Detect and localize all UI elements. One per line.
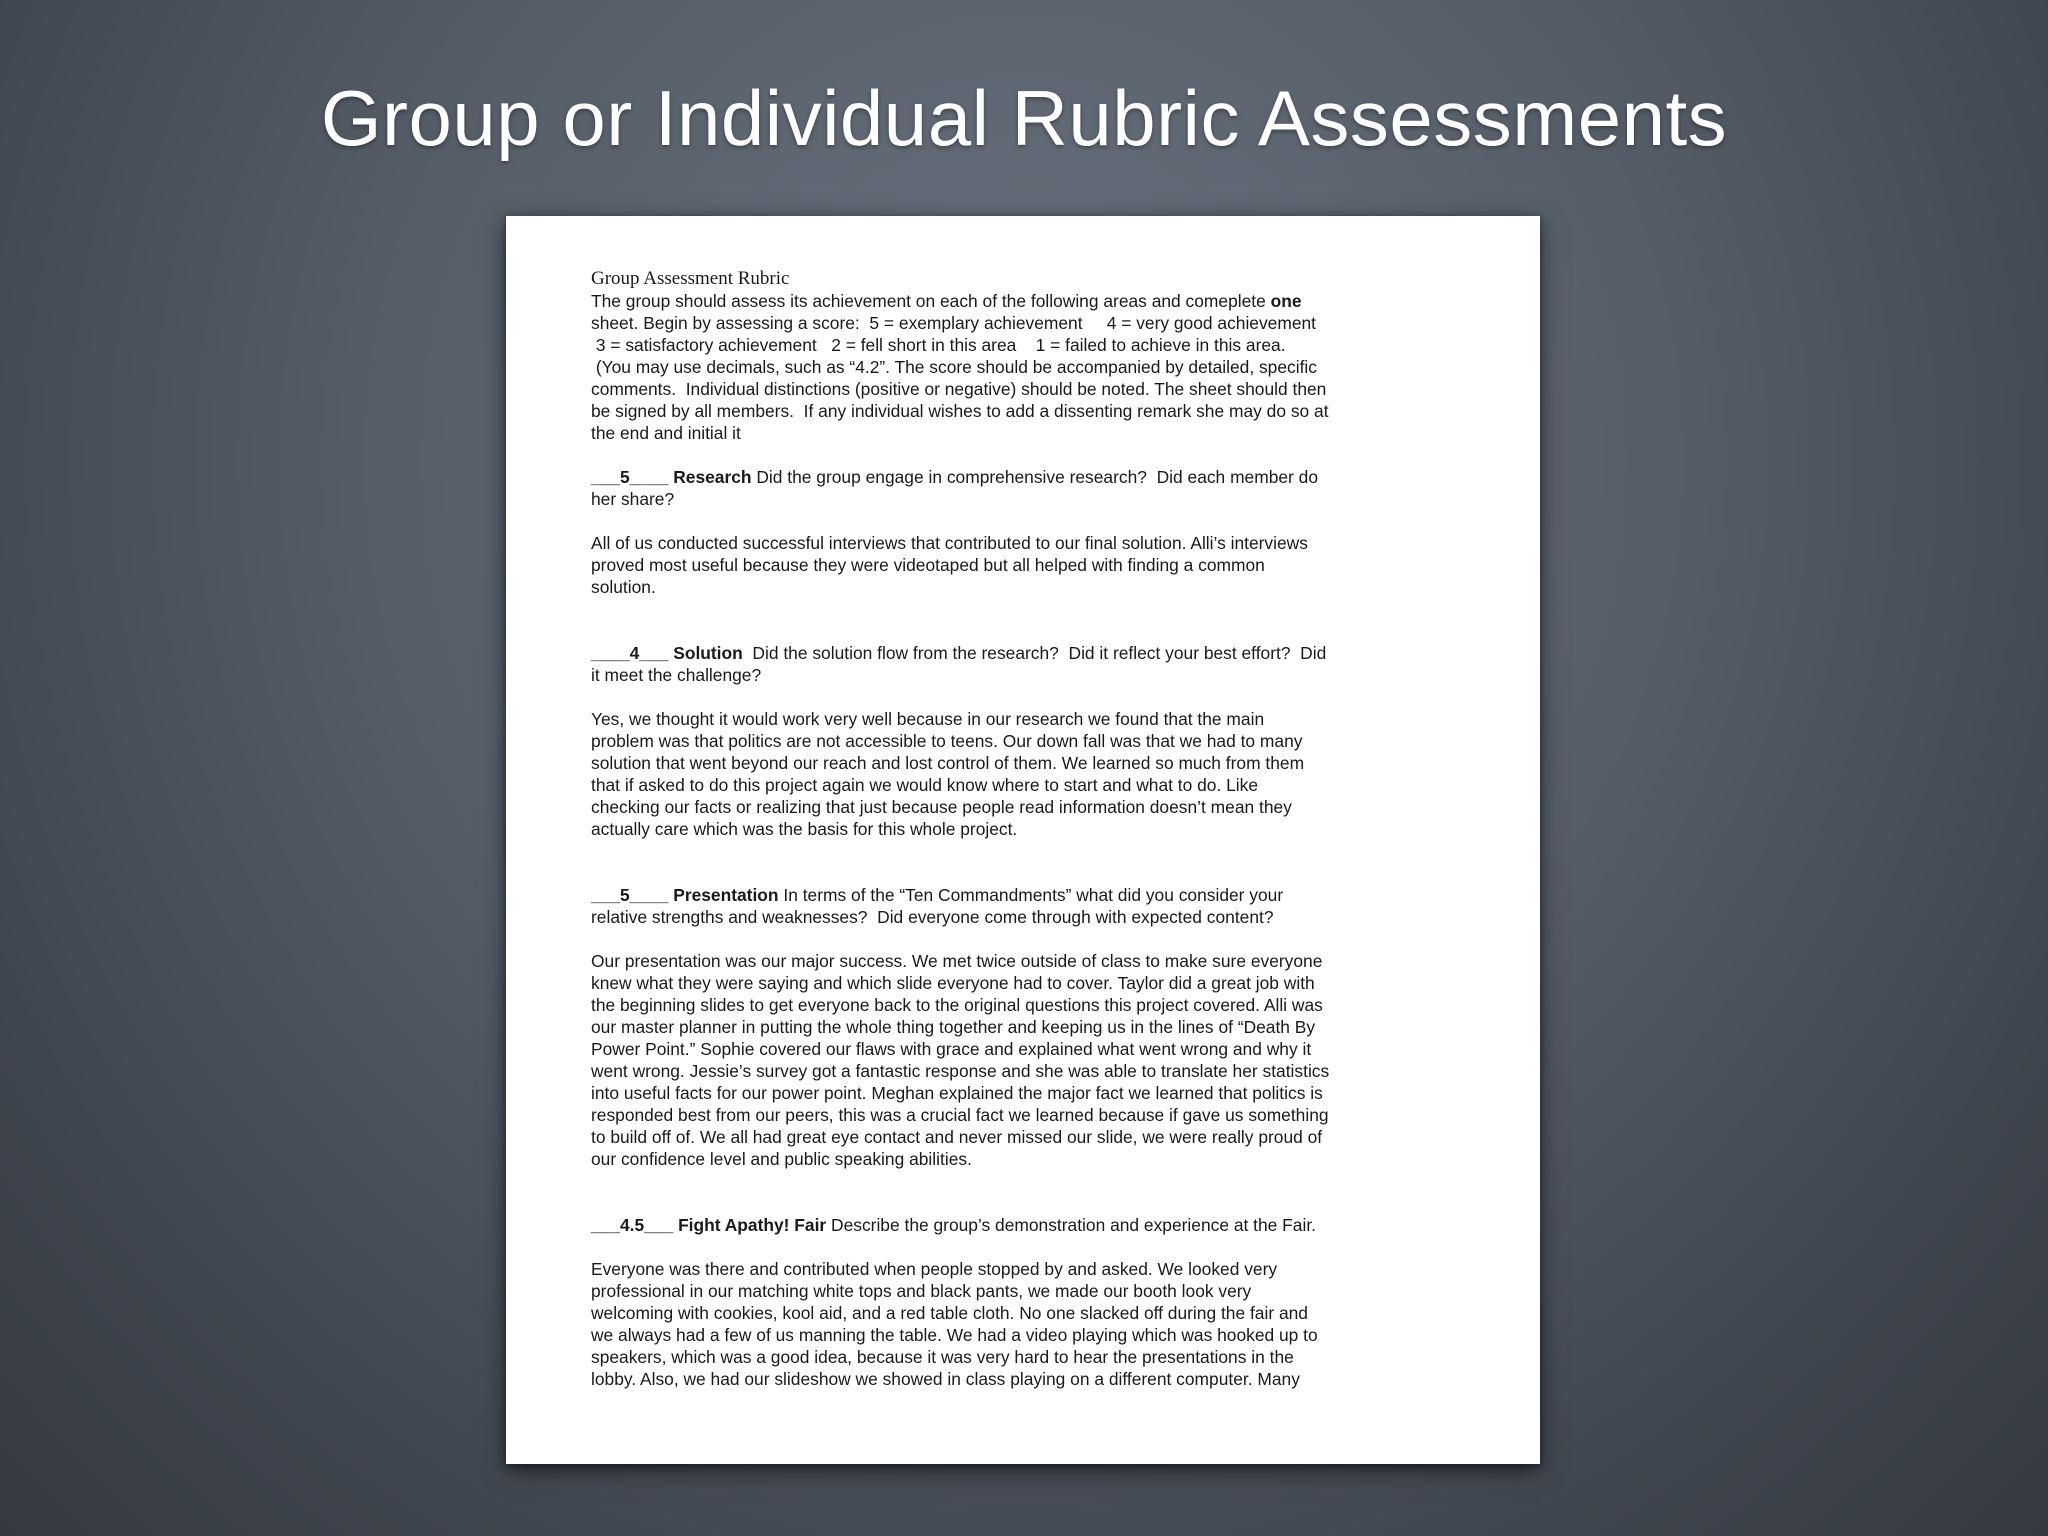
solution-score: ____4___ xyxy=(591,643,669,663)
solution-answer: that if asked to do this project again we would know where to start and what to do. Like xyxy=(591,775,1259,795)
presentation-answer: went wrong. Jessie’s survey got a fantastic response and she was able to translate her statistics xyxy=(591,1061,1330,1081)
solution-answer: problem was that politics are not accessible to teens. Our down fall was that we had to many xyxy=(591,731,1303,751)
presentation-answer: our master planner in putting the whole thing together and keeping us in the lines of “Death By xyxy=(591,1017,1316,1037)
research-score: ___5____ xyxy=(591,467,669,487)
research-question: ___5____ Research Did the group engage in comprehensive research? Did each member do xyxy=(591,467,1319,487)
research-answer: All of us conducted successful interviews that contributed to our final solution. Alli’s interviews xyxy=(591,533,1308,553)
presentation-section xyxy=(591,884,1461,1170)
presentation-label: Presentation xyxy=(673,885,779,905)
intro-line: the end and initial it xyxy=(591,423,741,443)
presentation-score: ___5____ xyxy=(591,885,669,905)
document-body xyxy=(591,268,1461,1390)
presentation-answer: to build off of. We all had great eye contact and never missed our slide, we were really proud of xyxy=(591,1127,1323,1147)
fair-answer: lobby. Also, we had our slideshow we showed in class playing on a different computer. Many xyxy=(591,1369,1300,1389)
presentation-answer: Our presentation was our major success. We met twice outside of class to make sure everyone xyxy=(591,951,1323,971)
presentation-answer: knew what they were saying and which slide everyone had to cover. Taylor did a great job with xyxy=(591,973,1315,993)
presentation-answer: responded best from our peers, this was a crucial fact we learned because if gave us something xyxy=(591,1105,1329,1125)
research-section xyxy=(591,466,1461,598)
solution-question: ____4___ Solution Did the solution flow from the research? Did it reflect your best effort? Did xyxy=(591,643,1327,663)
intro-line: comments. Individual distinctions (positive or negative) should be noted. The sheet should then xyxy=(591,379,1327,399)
presentation-answer: Power Point.” Sophie covered our flaws with grace and explained what went wrong and why it xyxy=(591,1039,1312,1059)
solution-section xyxy=(591,642,1461,840)
intro-paragraph xyxy=(591,290,1461,444)
presentation-answer: our confidence level and public speaking abilities. xyxy=(591,1149,972,1169)
solution-question: it meet the challenge? xyxy=(591,665,762,685)
presentation-answer: into useful facts for our power point. Meghan explained the major fact we learned that politics is xyxy=(591,1083,1323,1103)
fair-answer: speakers, which was a good idea, because it was very hard to hear the presentations in the xyxy=(591,1347,1294,1367)
fair-score: ___4.5___ xyxy=(591,1215,674,1235)
fair-answer: professional in our matching white tops and black pants, we made our booth look very xyxy=(591,1281,1252,1301)
solution-answer: checking our facts or realizing that just because people read information doesn’t mean they xyxy=(591,797,1292,817)
solution-label: Solution xyxy=(673,643,743,663)
solution-answer: actually care which was the basis for this whole project. xyxy=(591,819,1018,839)
fair-answer: we always had a few of us manning the table. We had a video playing which was hooked up to xyxy=(591,1325,1318,1345)
intro-line: (You may use decimals, such as “4.2”. The score should be accompanied by detailed, specific xyxy=(591,357,1317,377)
fair-label: Fight Apathy! Fair xyxy=(678,1215,827,1235)
presentation-question: relative strengths and weaknesses? Did everyone come through with expected content? xyxy=(591,907,1274,927)
research-answer: solution. xyxy=(591,577,656,597)
fair-answer: welcoming with cookies, kool aid, and a red table cloth. No one slacked off during the fair and xyxy=(591,1303,1308,1323)
research-answer: proved most useful because they were videotaped but all helped with finding a common xyxy=(591,555,1265,575)
research-question: her share? xyxy=(591,489,675,509)
intro-line: be signed by all members. If any individual wishes to add a dissenting remark she may do so at xyxy=(591,401,1329,421)
document-image xyxy=(506,216,1540,1464)
intro-line: The group should assess its achievement on each of the following areas and comeplete one xyxy=(591,291,1302,311)
intro-line: 3 = satisfactory achievement 2 = fell short in this area 1 = failed to achieve in this area. xyxy=(591,335,1286,355)
fair-question: ___4.5___ Fight Apathy! Fair Describe the group’s demonstration and experience at the Fair. xyxy=(591,1215,1317,1235)
presentation-question: ___5____ Presentation In terms of the “Ten Commandments” what did you consider your xyxy=(591,885,1284,905)
fair-section xyxy=(591,1214,1461,1390)
solution-answer: Yes, we thought it would work very well because in our research we found that the main xyxy=(591,709,1265,729)
slide-title: Group or Individual Rubric Assessments xyxy=(320,74,1728,162)
presentation-answer: the beginning slides to get everyone back to the original questions this project covered. Alli was xyxy=(591,995,1323,1015)
document-heading: Group Assessment Rubric xyxy=(591,268,790,289)
research-label: Research xyxy=(673,467,752,487)
intro-line: sheet. Begin by assessing a score: 5 = exemplary achievement 4 = very good achievement xyxy=(591,313,1317,333)
fair-answer: Everyone was there and contributed when people stopped by and asked. We looked very xyxy=(591,1259,1278,1279)
solution-answer: solution that went beyond our reach and lost control of them. We learned so much from them xyxy=(591,753,1305,773)
